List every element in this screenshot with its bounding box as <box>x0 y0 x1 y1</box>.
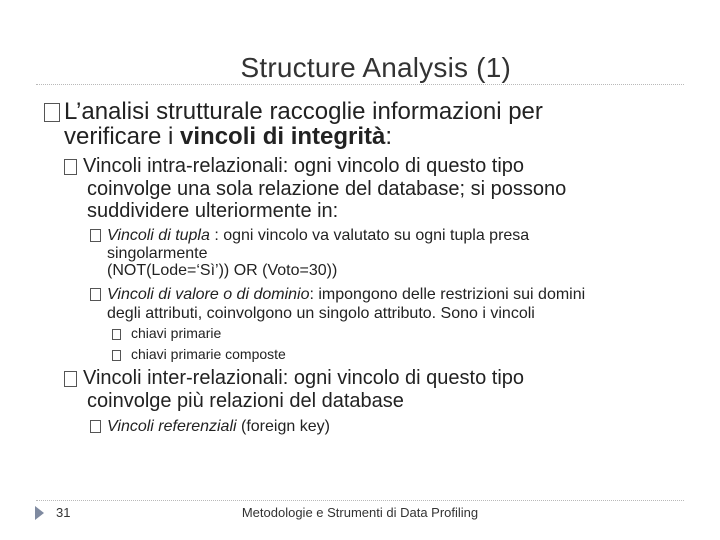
bullet-valore-line-2: degli attributi, coinvolgono un singolo attributo. Sono i vincoli <box>107 305 535 322</box>
bullet-l1-text-cont: verificare i <box>64 123 181 150</box>
bullet-box-icon <box>90 229 101 242</box>
bullet-tupla-line-1 <box>90 227 529 245</box>
bullet-box-icon <box>90 288 101 301</box>
title-divider <box>36 84 684 85</box>
bullet-intra-line-1 <box>64 155 524 178</box>
vincoli-integrita-bold: vincoli di integrità <box>180 123 386 150</box>
colon-text: : <box>385 123 393 150</box>
bullet-intra-line-2: coinvolge una sola relazione del database; si possono <box>87 178 567 200</box>
bullet-ref-line-1 <box>90 418 330 436</box>
tupla-heading: Vincoli di tupla <box>107 227 210 244</box>
bullet-tupla-line-2: singolarmente <box>107 245 208 262</box>
ref-heading: Vincoli referenziali <box>107 418 237 435</box>
bullet-l1-text: L’analisi strutturale raccoglie informazioni per <box>64 98 543 125</box>
inter-heading: Vincoli inter-relazionali <box>83 367 283 389</box>
slide-title: Structure Analysis (1) <box>240 52 511 83</box>
sub-item-chiavi-composte <box>112 346 286 362</box>
sub-item-label: chiavi primarie composte <box>131 346 286 362</box>
bullet-box-icon <box>90 420 101 433</box>
footer-text: Metodologie e Strumenti di Data Profiling <box>241 505 479 520</box>
bullet-tupla-line-3: (NOT(Lode=‘Sì’)) OR (Voto=30)) <box>107 262 338 279</box>
bullet-inter-line-2: coinvolge più relazioni del database <box>87 390 404 412</box>
page-number: 31 <box>56 505 71 520</box>
valore-heading: Vincoli di valore o di dominio <box>107 286 310 303</box>
bullet-l1-line-2 <box>64 123 392 151</box>
bullet-l1-line-1 <box>44 98 543 126</box>
sub-item-label: chiavi primarie <box>131 325 222 341</box>
footer-divider <box>36 500 684 501</box>
sub-item-chiavi-primarie <box>112 325 221 341</box>
intra-text: : ogni vincolo di questo tipo <box>282 155 525 177</box>
valore-text: : impongono delle restrizioni sui domini <box>309 286 586 303</box>
tupla-text: : ogni vincolo va valutato su ogni tupla presa <box>209 227 530 244</box>
intra-heading: Vincoli intra-relazionali <box>83 155 283 177</box>
inter-text: : ogni vincolo di questo tipo <box>282 367 525 389</box>
bullet-box-icon <box>44 103 60 122</box>
ref-text: (foreign key) <box>236 418 330 435</box>
bullet-box-icon <box>112 329 121 340</box>
bullet-box-icon <box>64 159 77 175</box>
bullet-box-icon <box>64 371 77 387</box>
bullet-inter-line-1 <box>64 367 524 390</box>
bullet-box-icon <box>112 350 121 361</box>
bullet-valore-line-1 <box>90 286 585 304</box>
bullet-intra-line-3: suddividere ulteriormente in: <box>87 200 339 222</box>
